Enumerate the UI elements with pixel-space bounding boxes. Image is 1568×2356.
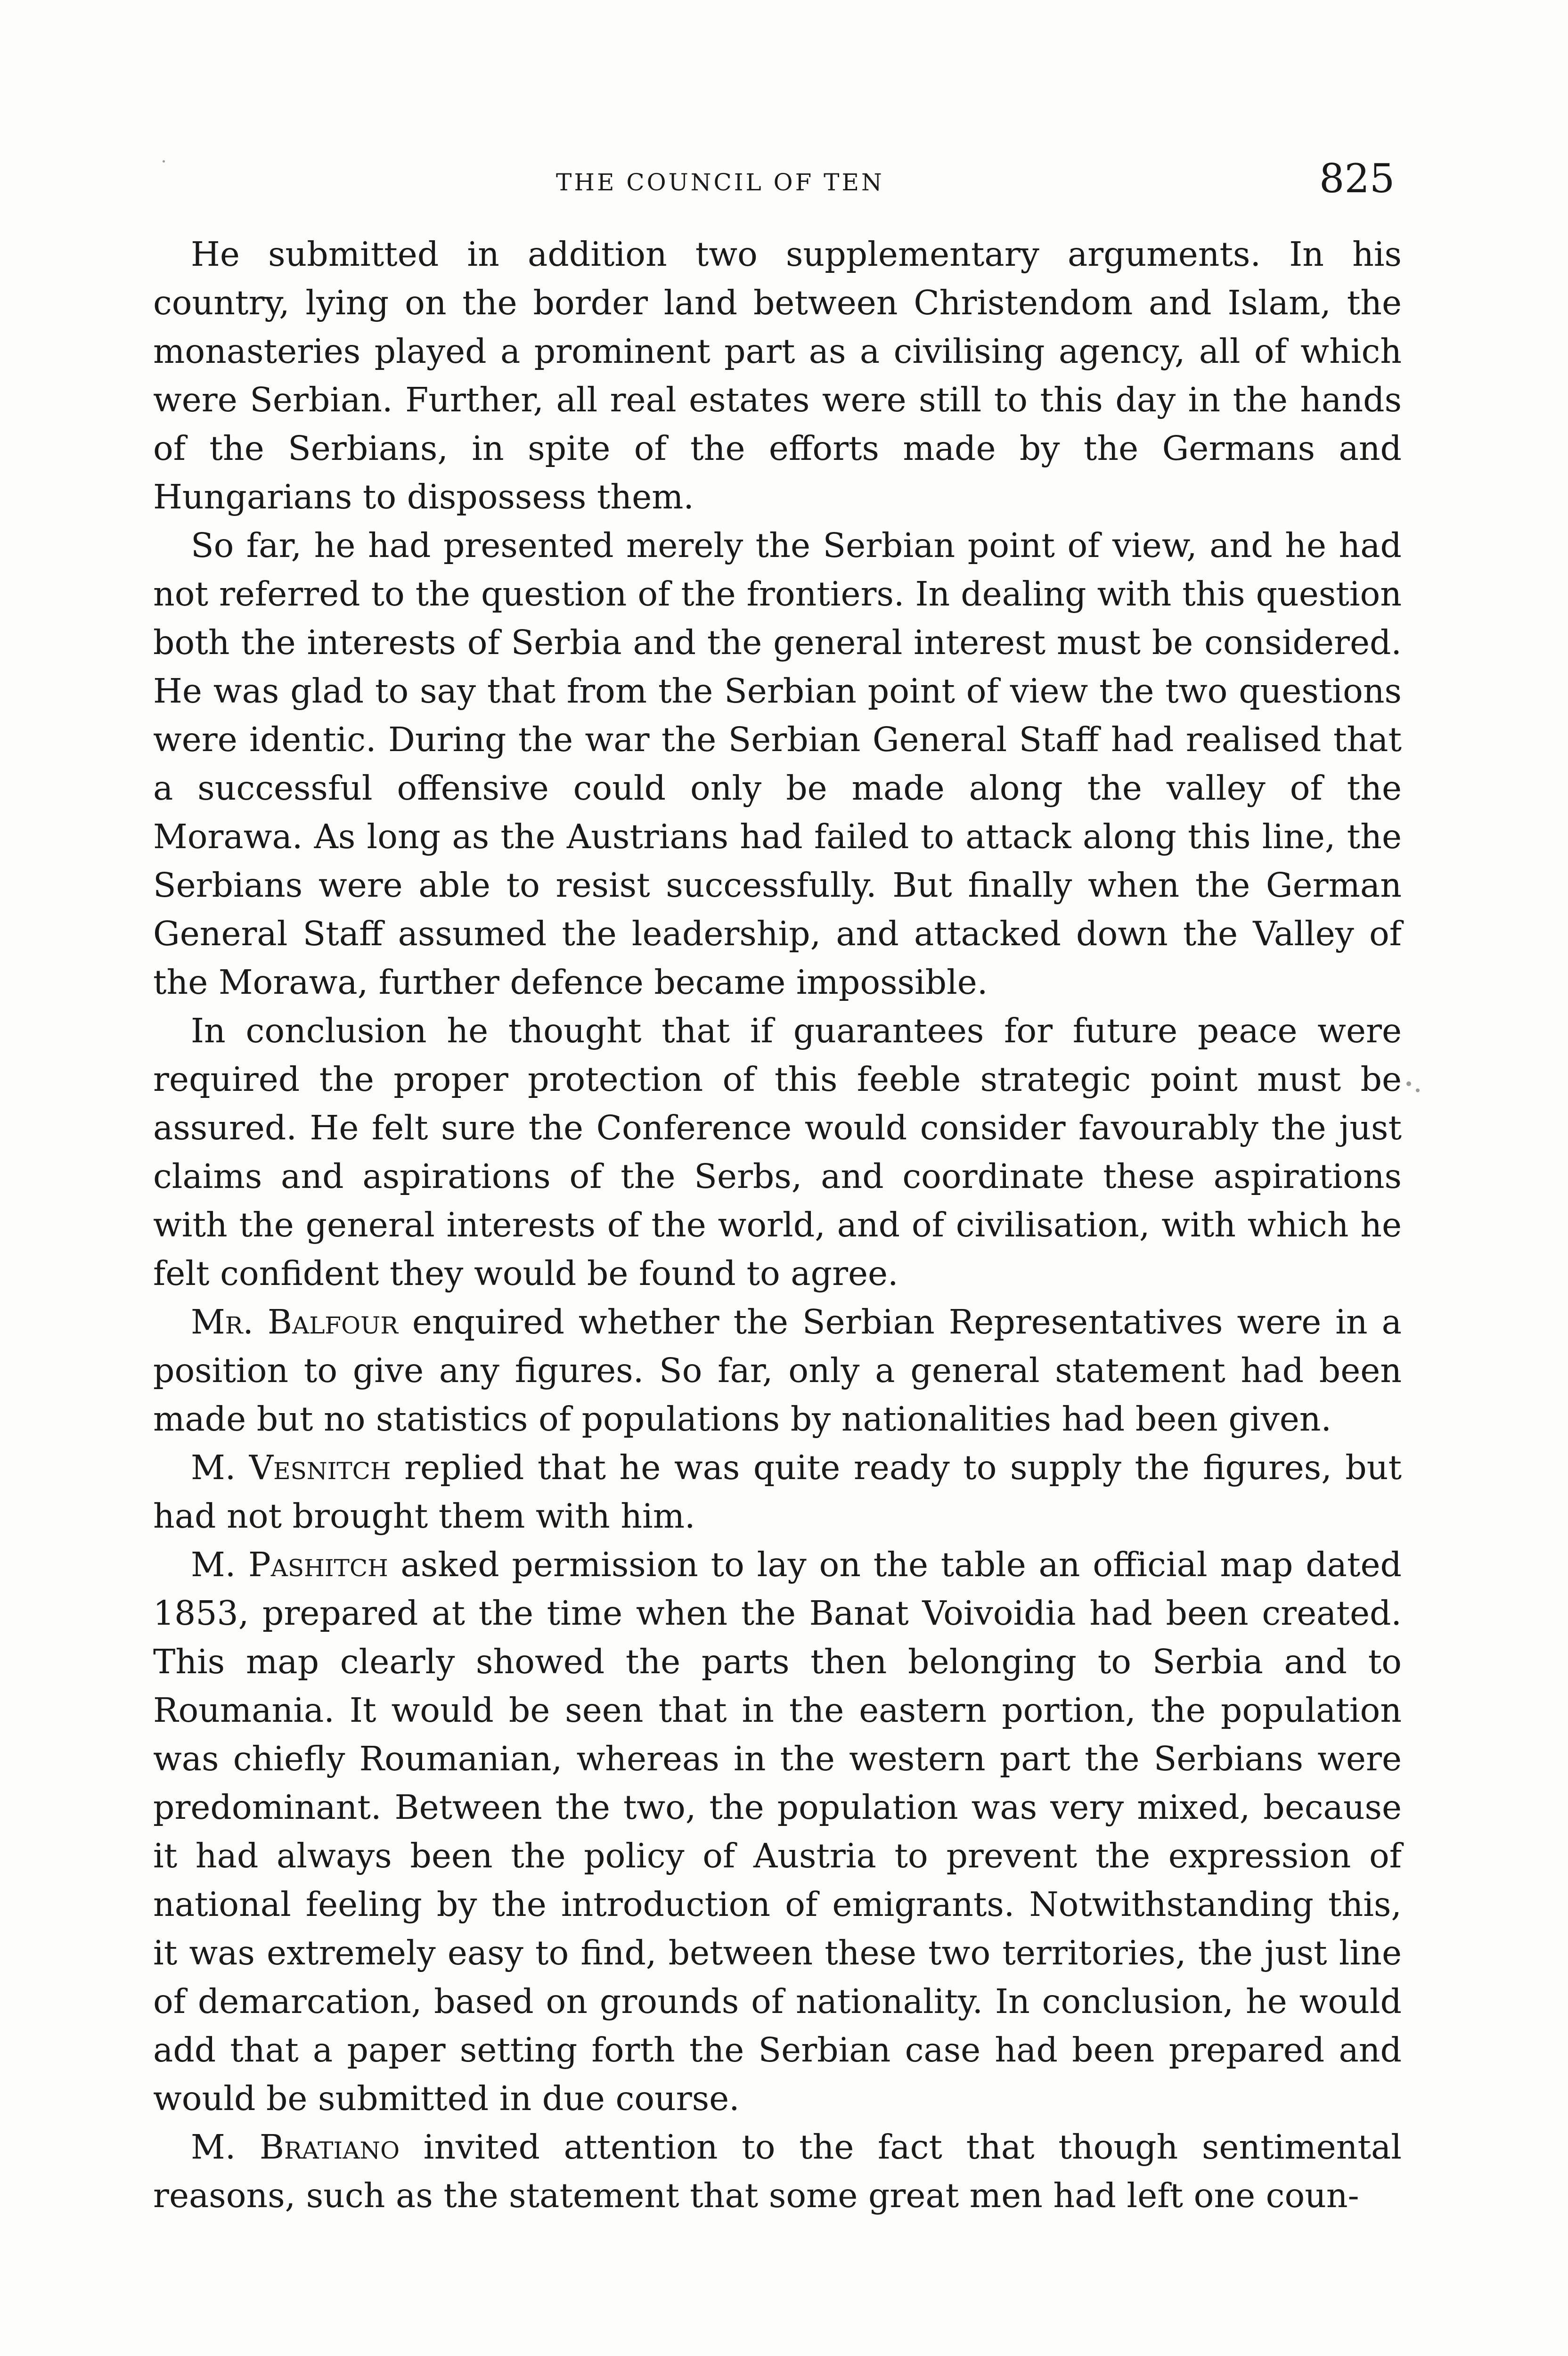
scan-speck bbox=[163, 160, 165, 163]
body-text bbox=[153, 230, 1402, 2220]
paragraph-serbian-arguments bbox=[153, 230, 1402, 521]
paragraph-text: asked permission to lay on the table an official map dated 1853, prepared at the time when the Banat Voivoidia had been created. This map clearly showed the parts then belonging to Serbia and to Roumania. It would be seen that in the eastern portion, the population was chiefly Roumanian, whereas in the western part the Serbians were predominant. Between the two, the population was very mixed, because it had always been the policy of Austria to prevent the expression of national feeling by the introduction of emigrants. Notwithstanding this, it was extremely easy to find, between these two territories, the just line of demarcation, based on grounds of nationality. In conclusion, he would add that a paper setting forth the Serbian case had been prepared and would be submitted in due course. bbox=[153, 1545, 1402, 2118]
paragraph-conclusion bbox=[153, 1006, 1402, 1298]
paragraph-text: He submitted in addition two supplementary arguments. In his country, lying on the border land between Christendom and Islam, the monasteries played a prominent part as a civilising agency, all of which were Serbian. Further, all real estates were still to this day in the hands of the Serbians, in spite of the efforts made by the Germans and Hungarians to dispossess them. bbox=[153, 235, 1402, 516]
speaker-name: Mr. Balfour bbox=[191, 1302, 398, 1342]
paragraph-pashitch bbox=[153, 1540, 1402, 2123]
paragraph-text: enquired whether the Serbian Representatives were in a position to give any figures. So far, only a general statement had been made but no statistics of populations by nationalities had been given. bbox=[153, 1302, 1402, 1439]
paragraph-vesnitch bbox=[153, 1443, 1402, 1540]
running-header bbox=[0, 155, 1568, 212]
paragraph-bratiano bbox=[153, 2123, 1402, 2220]
running-title: THE COUNCIL OF TEN bbox=[556, 169, 884, 196]
paragraph-balfour bbox=[153, 1298, 1402, 1443]
page-number: 825 bbox=[1319, 155, 1395, 202]
paragraph-text: In conclusion he thought that if guarantees for future peace were required the proper protection of this feeble strategic point must be assured. He felt sure the Conference would consider favourably the just claims and aspirations of the Serbs, and coordinate these aspirations with the general interests of the world, and of civilisation, with which he felt confident they would be found to agree. bbox=[153, 1011, 1402, 1293]
paragraph-text: So far, he had presented merely the Serbian point of view, and he had not referred to the question of the frontiers. In dealing with this question both the interests of Serbia and the general interest must be considered. He was glad to say that from the Serbian point of view the two questions were identic. During the war the Serbian General Staff had realised that a successful offensive could only be made along the valley of the Morawa. As long as the Austrians had failed to attack along this line, the Serbians were able to resist successfully. But finally when the German General Staff assumed the leadership, and attacked down the Valley of the Morawa, further defence became impossible. bbox=[153, 526, 1402, 1002]
speaker-name: M. Bratiano bbox=[191, 2127, 400, 2167]
paragraph-frontiers bbox=[153, 521, 1402, 1006]
scan-speck bbox=[1406, 1081, 1411, 1086]
speaker-name: M. Vesnitch bbox=[191, 1448, 391, 1487]
paragraph-text: replied that he was quite ready to supply the figures, but had not brought them with him. bbox=[153, 1448, 1402, 1536]
scan-speck bbox=[1416, 1088, 1420, 1092]
paragraph-text: invited attention to the fact that though sentimental reasons, such as the statement that some great men had left one coun- bbox=[153, 2127, 1402, 2215]
speaker-name: M. Pashitch bbox=[191, 1545, 388, 1584]
